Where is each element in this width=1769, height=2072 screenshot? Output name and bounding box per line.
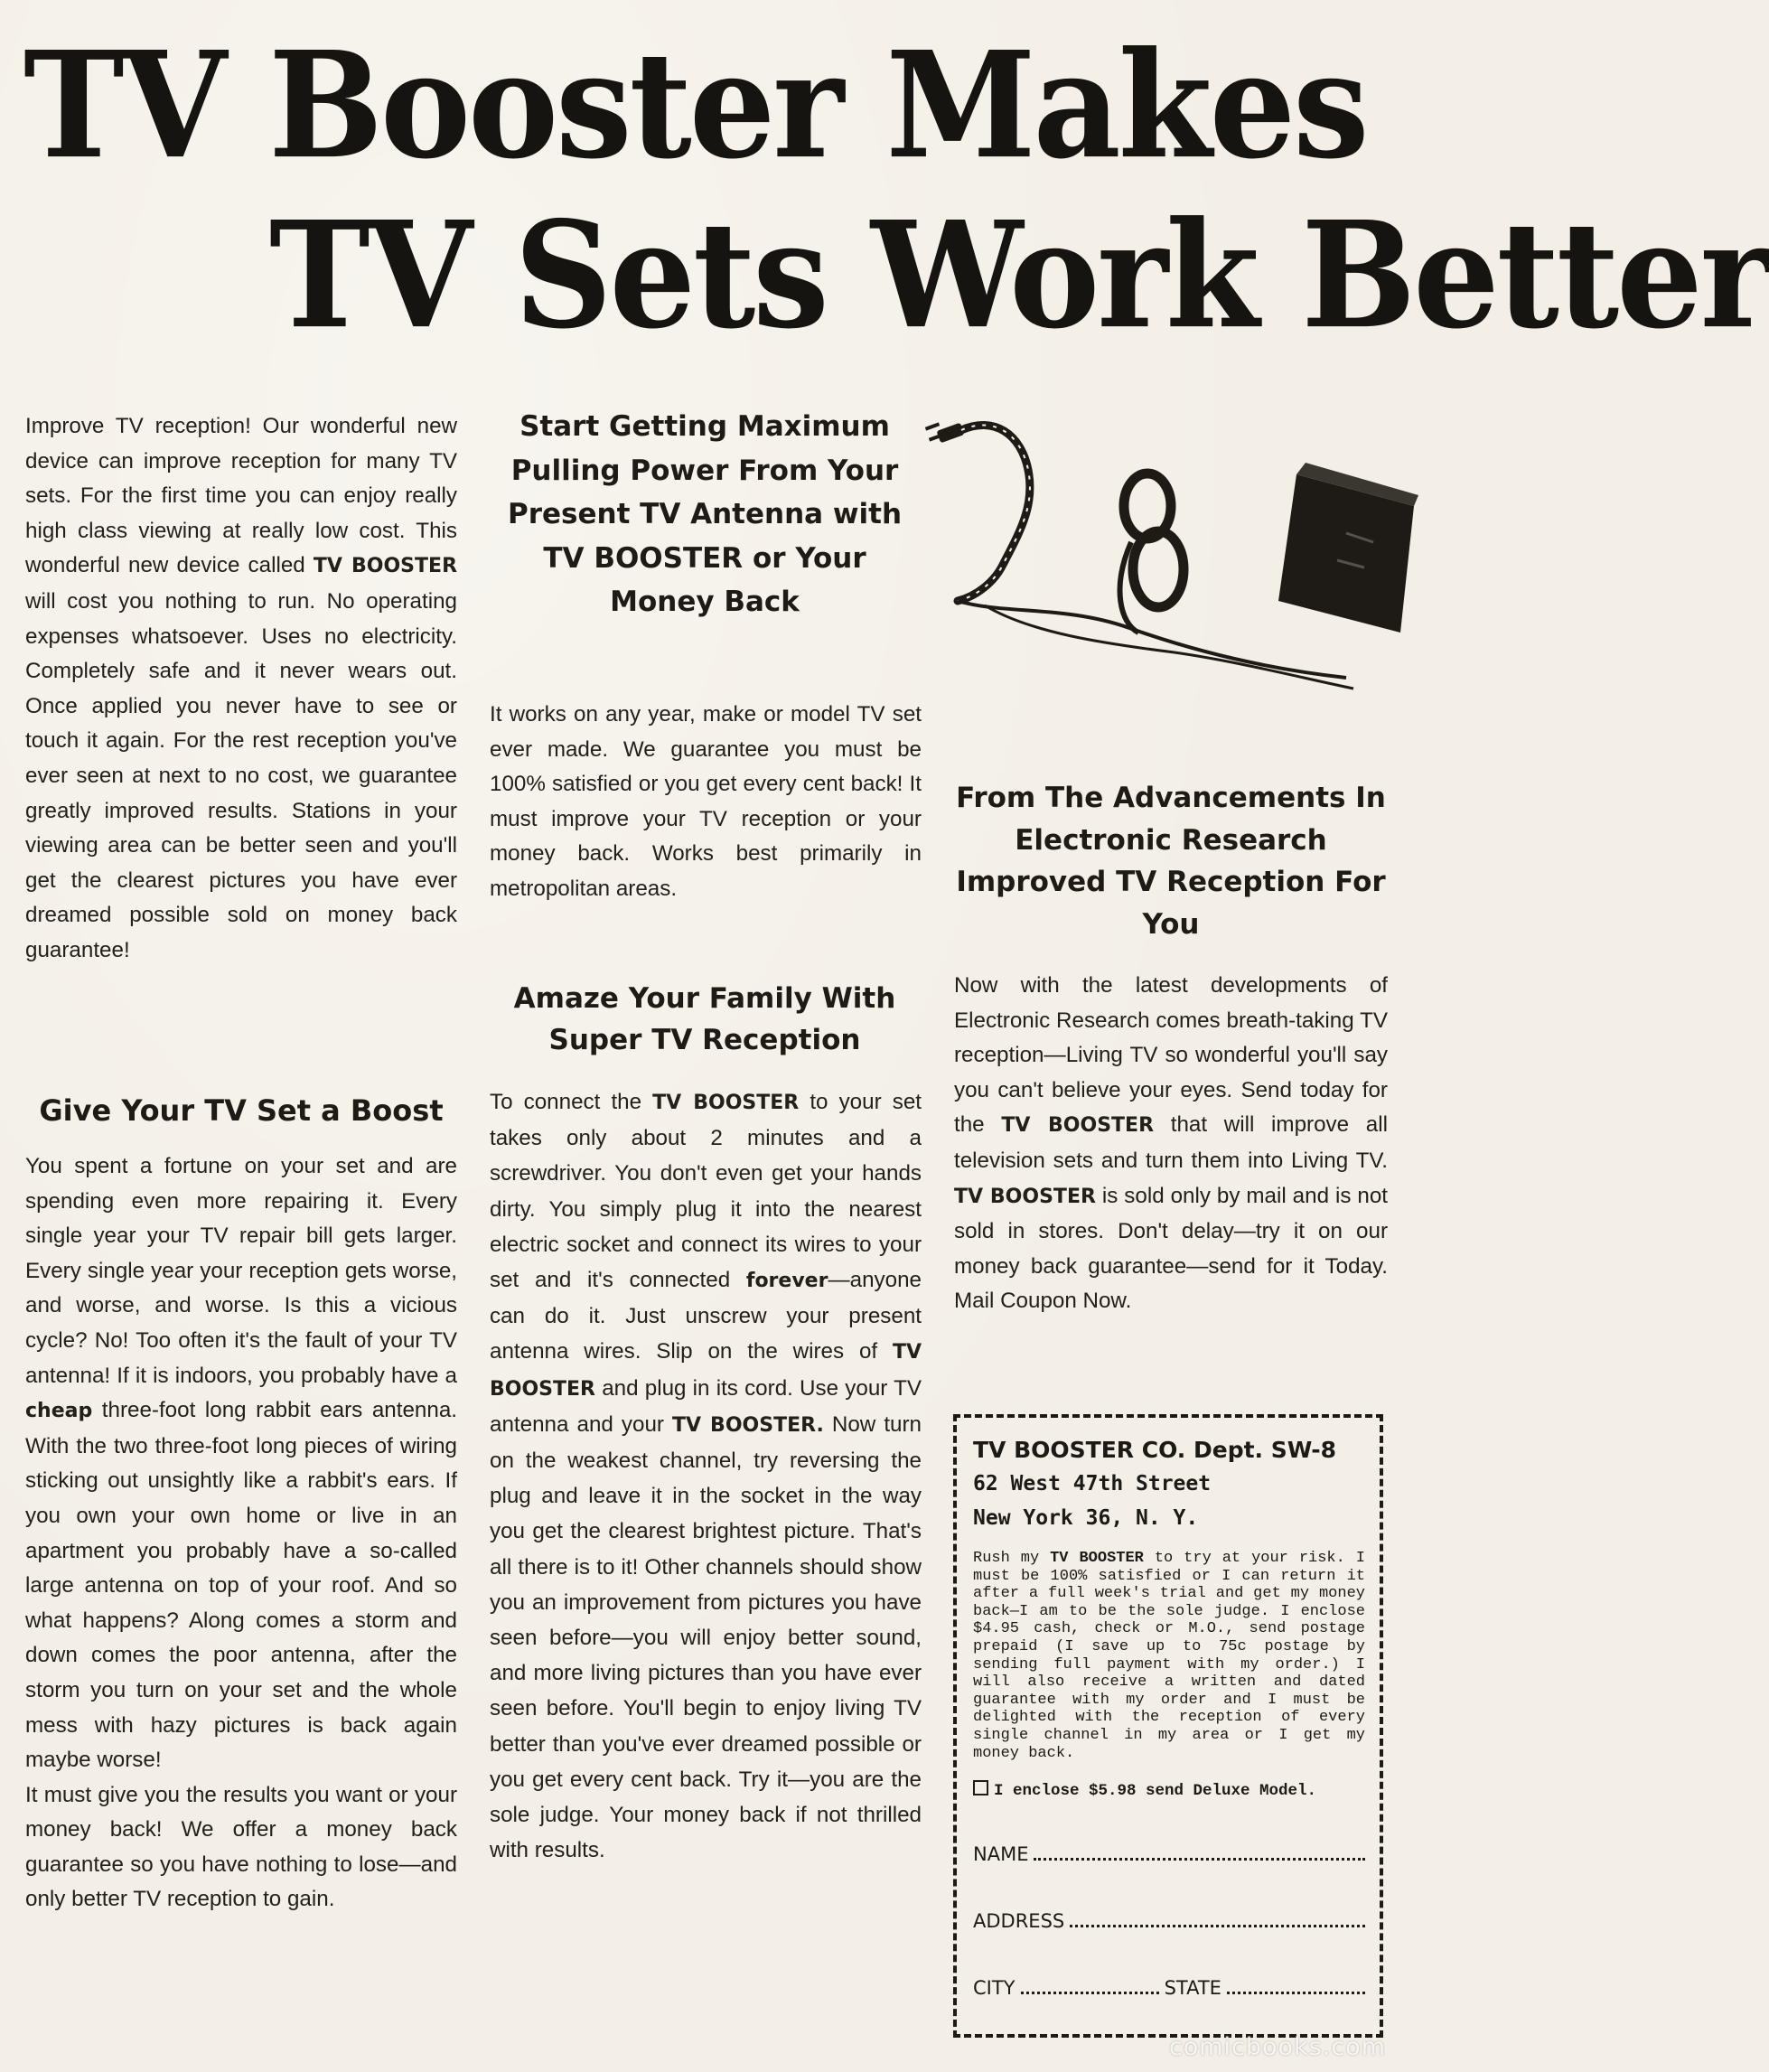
boost-text-a: You spent a fortune on your set and are spending even more repairing it. Every single year your TV repair bill gets larger. Every single year your reception gets worse, and worse, and worse. Is this a vicious cycle? No! Too often it's the fault of your TV antenna! If it is indoors, you probably have a: [25, 1154, 457, 1388]
research-bold-1: TV BOOSTER: [1001, 1114, 1155, 1138]
deluxe-label: I enclose $5.98 send Deluxe Model.: [994, 1782, 1317, 1801]
research-text-c: is sold only by mail and is not sold in stores. Don't delay—try it on our money back guarantee—send for it Today. Mail Coupon Now.: [954, 1183, 1389, 1314]
column-2-body: [490, 1084, 922, 1868]
research-text-b: that will improve all television sets and turn them into Living TV.: [954, 1112, 1388, 1173]
state-label: STATE: [1164, 1977, 1221, 2000]
coupon-company: TV BOOSTER CO. Dept. SW-8: [973, 1437, 1336, 1463]
connect-text-b: to your set takes only about 2 minutes and a screwdriver. You don't even get your hands dirty. You simply plug it into the nearest electric socket and connect its wires to your set and it's connected: [490, 1090, 922, 1293]
name-field[interactable]: [973, 1820, 1365, 1865]
subhead-start-getting: Start Getting Maximum Pulling Power From Your Present TV Antenna with TV BOOSTER or Your Money Back: [507, 410, 903, 618]
column-1-body: [25, 1149, 457, 1917]
column-2-intro: [490, 698, 922, 907]
column-1-intro: [25, 409, 457, 969]
connect-bold-3: TV BOOSTER: [490, 1341, 922, 1401]
city-state-field[interactable]: [973, 1932, 1365, 1999]
intro-text-a: Improve TV reception! Our wonderful new device can improve reception for many TV sets. For the first time you can enjoy really high class viewing at really low cost. This wonderful new device called: [25, 414, 457, 578]
intro-paragraph: [25, 409, 457, 969]
works-paragraph: It works on any year, make or model TV set ever made. We guarantee you must be 100% satisfied or you get every cent back! It must improve your TV reception or your money back. Works best primarily in metropolitan areas.: [490, 702, 922, 901]
subhead-electronic-research: From The Advancements In Electronic Research Improved TV Reception For You: [956, 782, 1386, 941]
subhead-amaze-family: Amaze Your Family With Super TV Reception: [513, 982, 896, 1056]
headline-line-1: TV Booster Makes: [23, 19, 1367, 192]
deluxe-checkbox[interactable]: [973, 1780, 988, 1795]
city-line[interactable]: [1021, 1992, 1159, 1994]
watermark: comicbooks.com: [1168, 2033, 1386, 2061]
boost-paragraph: [25, 1149, 457, 1778]
connect-text-e: Now turn on the weakest channel, try reversing the plug and leave it in the socket in the way you get the clearest brightest picture. That's all there is to it! Other channels should show you an improvement from pictures you have seen before—you will enjoy better sound, and more living pictures than you have ever seen before. You'll begin to enjoy living TV better than you've ever dreamed possible or you get every cent back. Try it—you are the sole judge. Your money back if not thrilled with results.: [490, 1411, 922, 1863]
research-text-a: Now with the latest developments of Electronic Research comes breath-taking TV reception—Living TV so wonderful you'll say you can't believe your eyes. Send today for the: [954, 973, 1388, 1138]
order-coupon: [953, 1414, 1383, 2038]
coupon-street: 62 West 47th Street: [973, 1472, 1212, 1495]
column-3-body: [954, 969, 1388, 1319]
name-line[interactable]: [1034, 1858, 1365, 1861]
intro-text-b: will cost you nothing to run. No operating expenses whatsoever. Uses no electricity. Completely safe and it never wears out. Once applied you never have to see or touch it again. For the rest reception you've ever seen at next to no cost, we guarantee greatly improved results. Stations in your viewing area can be better seen and you'll get the clearest pictures you have ever dreamed possible sold on money back guarantee!: [25, 588, 457, 962]
connect-text-c: —anyone can do it. Just unscrew your present antenna wires. Slip on the wires of: [490, 1268, 922, 1364]
wire-coil-icon: [1120, 473, 1184, 633]
headline-line-2: TV Sets Work Better: [269, 189, 1769, 362]
city-label: CITY: [973, 1977, 1016, 2000]
name-label: NAME: [973, 1843, 1029, 1866]
coupon-terms: [973, 1550, 1365, 1762]
research-paragraph: [954, 969, 1388, 1319]
research-bold-2: TV BOOSTER: [954, 1185, 1096, 1208]
connect-bold-forever: forever: [745, 1270, 828, 1293]
connect-text-a: To connect the: [490, 1090, 653, 1114]
address-field[interactable]: [973, 1865, 1365, 1932]
boost-bold-cheap: cheap: [25, 1400, 93, 1423]
deluxe-option: [973, 1780, 1365, 1802]
connect-bold-1: TV BOOSTER: [652, 1092, 800, 1114]
closing-paragraph: It must give you the results you want or your money back! We offer a money back guarantee so you have nothing to lose—and only better TV reception to gain.: [25, 1782, 457, 1912]
booster-box-icon: [1278, 463, 1418, 633]
subhead-give-boost: Give Your TV Set a Boost: [39, 1093, 444, 1128]
address-line[interactable]: [1070, 1925, 1365, 1927]
connect-bold-4: TV BOOSTER.: [672, 1413, 824, 1437]
coupon-city: New York 36, N. Y.: [973, 1506, 1199, 1530]
state-line[interactable]: [1227, 1992, 1365, 1994]
connect-paragraph: [490, 1084, 922, 1868]
coupon-terms-b: to try at your risk. I must be 100% satisfied or I can return it after a full week's trial and get my money back—I am to be the sole judge. I enclose $4.95 cash, check or M.O., send postage prepaid (I save up to 75c postage by sending full payment with my order.) I will also receive a written and dated guarantee with my order and I must be delighted with the reception of every single channel in my area or I get my money back.: [973, 1550, 1365, 1762]
coupon-terms-a: Rush my: [973, 1550, 1051, 1567]
intro-product-name: TV BOOSTER: [313, 555, 458, 578]
connect-text-d: and plug in its cord. Use your TV antenna and your: [490, 1375, 922, 1437]
coupon-terms-bold: TV BOOSTER: [1050, 1550, 1144, 1567]
boost-text-b: three-foot long rabbit ears antenna. With the two three-foot long pieces of wiring sticking out unsightly like a rabbit's ears. If you own your own home or live in an apartment you probably have a so-called large antenna on top of your roof. And so what happens? Along comes a storm and down comes the poor antenna, after the storm you turn on your set and the whole mess with hazy pictures is back again maybe worse!: [25, 1398, 457, 1773]
plug-icon: [925, 422, 1030, 601]
tv-booster-device-illustration: [922, 407, 1437, 705]
address-label: ADDRESS: [973, 1910, 1065, 1933]
